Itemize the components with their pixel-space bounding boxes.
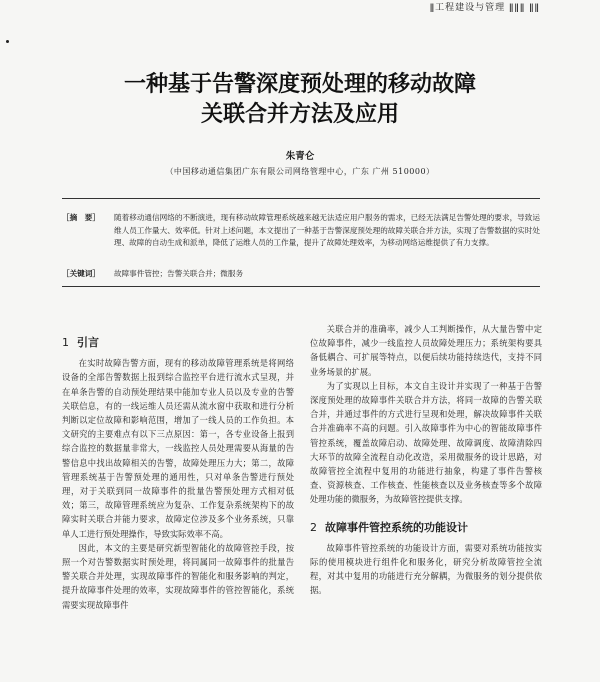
page-mark bbox=[6, 40, 9, 43]
section-1-heading bbox=[62, 336, 294, 350]
abstract-text: 随着移动通信网络的不断演进，现有移动故障管理系统越来越无法适应用户服务的需求，已经无法满足告警处理的要求，导致运维人员工作量大、效率低。针对上述问题，本文提出了一种基于告警深度预处理的故障关联合并方法，实现了告警数据的实时处理、故障的自动生成和派单，降低了运维人员的工作量，提升了故障处理效率，为移动网络运维提供了有力支撑。 bbox=[114, 213, 540, 247]
paragraph: 为了实现以上目标，本文自主设计并实现了一种基于告警深度预处理的故障事件关联合并方法，将同一故障的告警关联合并，并通过事件的方式进行呈现和处理，解决故障事件关联合并准确率不高的问题。引入故障事件为中心的智能故障事件管控系统，覆盖故障启动、故障处理、故障调度、故障清除四大环节的故障全流程自动化改造，采用微服务的设计思路，对故障管控全流程中复用的功能进行抽象，构建了事件告警核查、资源核查、工作核查、性能核查以及业务核查等多个故障处理功能的微服务，为故障管控提供支撑。 bbox=[310, 380, 542, 505]
section-2-heading bbox=[310, 521, 542, 535]
title-line-1: 一种基于告警深度预处理的移动故障 bbox=[123, 72, 476, 97]
section-1-number: 1 bbox=[62, 336, 69, 349]
right-column bbox=[310, 322, 542, 598]
abstract-label: ［摘 要］ bbox=[62, 213, 100, 222]
keywords-text: 故障事件管控；告警关联合并；微服务 bbox=[114, 269, 244, 278]
top-rule bbox=[62, 198, 540, 199]
section-2-number: 2 bbox=[310, 520, 317, 534]
paragraph: 故障事件管控系统的功能设计方面，需要对系统功能按实际的使用模块进行组件化和服务化，研究分析故障管控全流程，对其中复用的功能进行充分解耦，为微服务的划分提供依据。 bbox=[310, 542, 542, 596]
paper-title bbox=[0, 70, 600, 130]
section-2-title: 故障事件管控系统的功能设计 bbox=[325, 520, 468, 534]
title-line-2: 关联合并方法及应用 bbox=[200, 102, 399, 127]
left-column bbox=[62, 328, 294, 612]
paragraph: 关联合并的准确率，减少人工判断操作，从大量告警中定位故障事件，减少一线监控人员故障处理压力；系统架构要具备低耦合、可扩展等特点，以便后续功能持续迭代，支持不同业务场景的扩展。 bbox=[310, 324, 542, 377]
keywords-block bbox=[62, 268, 540, 279]
abstract-block bbox=[62, 212, 540, 250]
affiliation: （中国移动通信集团广东有限公司网络管理中心，广东 广州 510000） bbox=[165, 167, 435, 176]
paragraph: 在实时故障告警方面，现有的移动故障管理系统是将网络设备的全部告警数据上报到综合监控平台进行流水式呈现，并在单条告警的自动预处理结果中能加专业人员以及专业的告警关联信息，有的一线运维人员还需从流水窗中获取和进行分析判断以定位故障和影响范围，增加了一线人员的工作负担。本文研究的主要难点有以下三点原因：第一，各专业设备上报到综合监控的数据量非常大，一线监控人员处理需要从海量的告警信息中找出故障相关的告警，故障处理压力大；第二，故障管理系统基于告警预处理的通用性，只对单条告警进行预处理，对于关联到同一故障事件的批量告警预处理方式相对低效；第三，故障管理系统应为复杂、工作复杂系统架构下的故障实时关联合并能力要求，故障定位涉及多个业务系统，只靠单人工进行预处理操作，导致实际效率不高。 bbox=[62, 358, 294, 539]
section-1-title: 引言 bbox=[77, 336, 99, 349]
paragraph: 因此，本文的主要是研究新型智能化的故障管控手段，按照一个对告警数据实时预处理，将同属同一故障事件的批量告警关联合并处理，实现故障事件的智能化和服务影响的判定，提升故障事件处理的效率，实现故障事件的管控智能化，系统需要实现故障事件 bbox=[62, 542, 294, 610]
keywords-label: ［关键词］ bbox=[62, 269, 100, 278]
author: 朱青仑 bbox=[285, 151, 315, 162]
bottom-rule bbox=[62, 286, 540, 287]
journal-header: ǁ工程建设与管理 ǁǁǁ ǁǁ bbox=[429, 3, 540, 13]
